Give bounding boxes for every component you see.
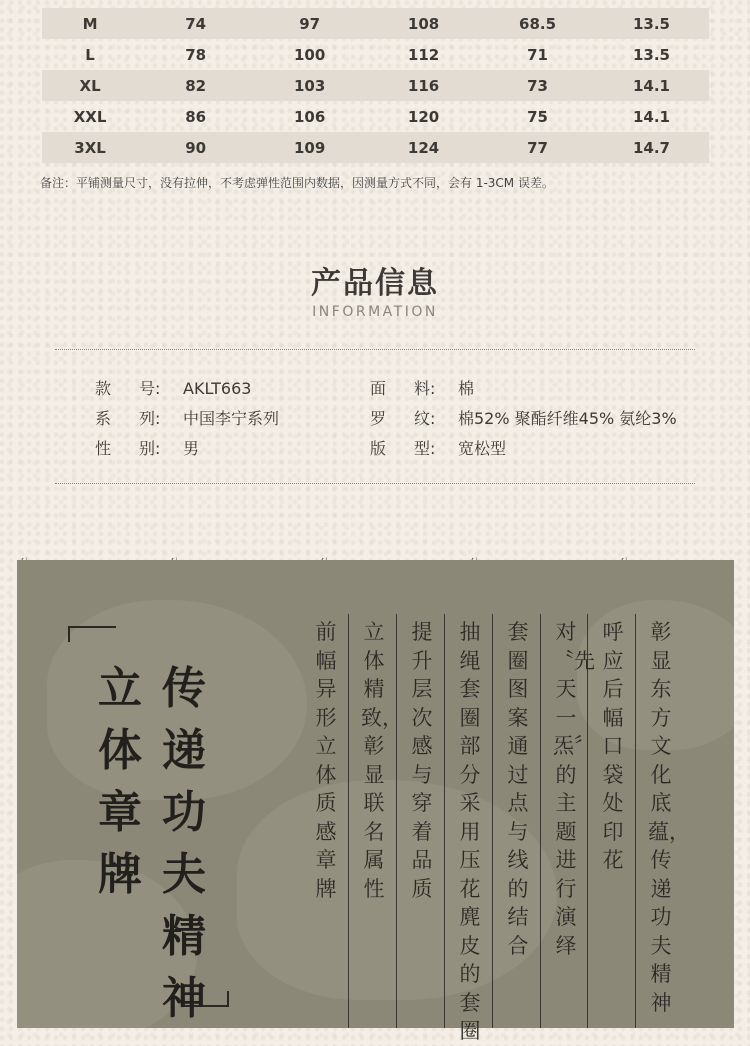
info-key: 系 [95,409,112,428]
info-key: 型: [414,439,436,458]
table-row [42,39,709,70]
table-row [42,8,709,39]
column-divider [444,614,445,1028]
info-key: 号: [139,379,161,398]
banner-text-column: 提升层次感与穿着品质 [411,620,433,901]
banner-heading-left: 立体章牌 [98,663,142,900]
info-key: 版 [370,439,387,458]
info-key: 料: [414,379,436,398]
table-cell: XXL [73,107,107,126]
info-item [370,406,677,429]
banner-heading-right: 传递功夫精神 [162,663,206,1024]
table-cell: 74 [138,8,253,39]
size-table [42,8,709,163]
table-cell: 78 [185,45,207,64]
info-key: 罗 [370,409,387,428]
info-title: 产品信息 [311,266,439,301]
banner-text-column: 对〝先天一炁〞的主题进行演绎 [553,620,595,958]
table-cell: 14.1 [594,70,709,101]
divider [55,349,695,350]
table-cell: 13.5 [632,45,670,64]
info-value: AKLT663 [183,379,252,398]
column-divider [348,614,349,1028]
table-cell: 120 [407,107,440,126]
table-row [42,132,709,163]
info-key: 款 [95,379,112,398]
table-cell: 100 [293,45,326,64]
info-value: 男 [183,439,200,458]
table-cell: 14.7 [594,132,709,163]
info-value: 中国李宁系列 [183,409,280,428]
size-note: 备注：平铺测量尺寸，没有拉伸，不考虑弹性范围内数据，因测量方式不同，会有 1-3CM 误差。 [40,176,554,190]
table-cell: 3XL [42,132,138,163]
info-item [370,436,506,459]
table-cell: 116 [366,70,481,101]
table-cell: L [85,45,95,64]
info-key: 纹: [414,409,436,428]
table-cell: 73 [481,70,594,101]
table-cell: M [42,8,138,39]
banner-text-column: 彰显东方文化底蕴，传递功夫精神 [648,620,690,1015]
table-row [42,101,709,132]
column-divider [635,614,636,1028]
corner-bracket [68,626,116,642]
banner-text-column: 抽绳套圈部分采用压花麂皮的套圈 [459,620,481,1043]
table-cell: 103 [253,70,366,101]
table-cell: 71 [527,45,548,64]
table-cell: 97 [253,8,366,39]
banner-text-column: 套圈图案通过点与线的结合 [507,620,529,958]
info-item [95,436,199,459]
table-row [42,70,709,101]
column-divider [540,614,541,1028]
table-cell: 109 [253,132,366,163]
info-key: 性 [95,439,112,458]
table-cell: 90 [138,132,253,163]
info-key: 面 [370,379,387,398]
table-cell: 86 [185,107,207,126]
column-divider [396,614,397,1028]
info-item [370,376,474,399]
info-value: 棉52% 聚酯纤维45% 氨纶3% [458,409,677,428]
table-cell: 77 [481,132,594,163]
column-divider [587,614,588,1028]
table-cell: 68.5 [481,8,594,39]
table-cell: 108 [366,8,481,39]
info-value: 宽松型 [458,439,507,458]
info-item [95,376,251,399]
column-divider [492,614,493,1028]
table-cell: 82 [138,70,253,101]
banner-text-column: 前幅异形立体质感章牌 [315,620,337,901]
table-cell: 106 [293,107,326,126]
info-value: 棉 [458,379,475,398]
info-key: 别: [139,439,161,458]
table-cell: 13.5 [594,8,709,39]
info-item [95,406,279,429]
table-cell: XL [42,70,138,101]
divider [55,483,695,484]
table-cell: 124 [366,132,481,163]
table-cell: 75 [527,107,548,126]
banner-text-column: 立体精致，彰显联名属性 [361,620,403,901]
banner-text-column: 呼应后幅口袋处印花 [602,620,624,872]
info-key: 列: [139,409,161,428]
table-cell: 14.1 [632,107,670,126]
table-cell: 112 [407,45,440,64]
info-subtitle: INFORMATION [312,304,438,320]
